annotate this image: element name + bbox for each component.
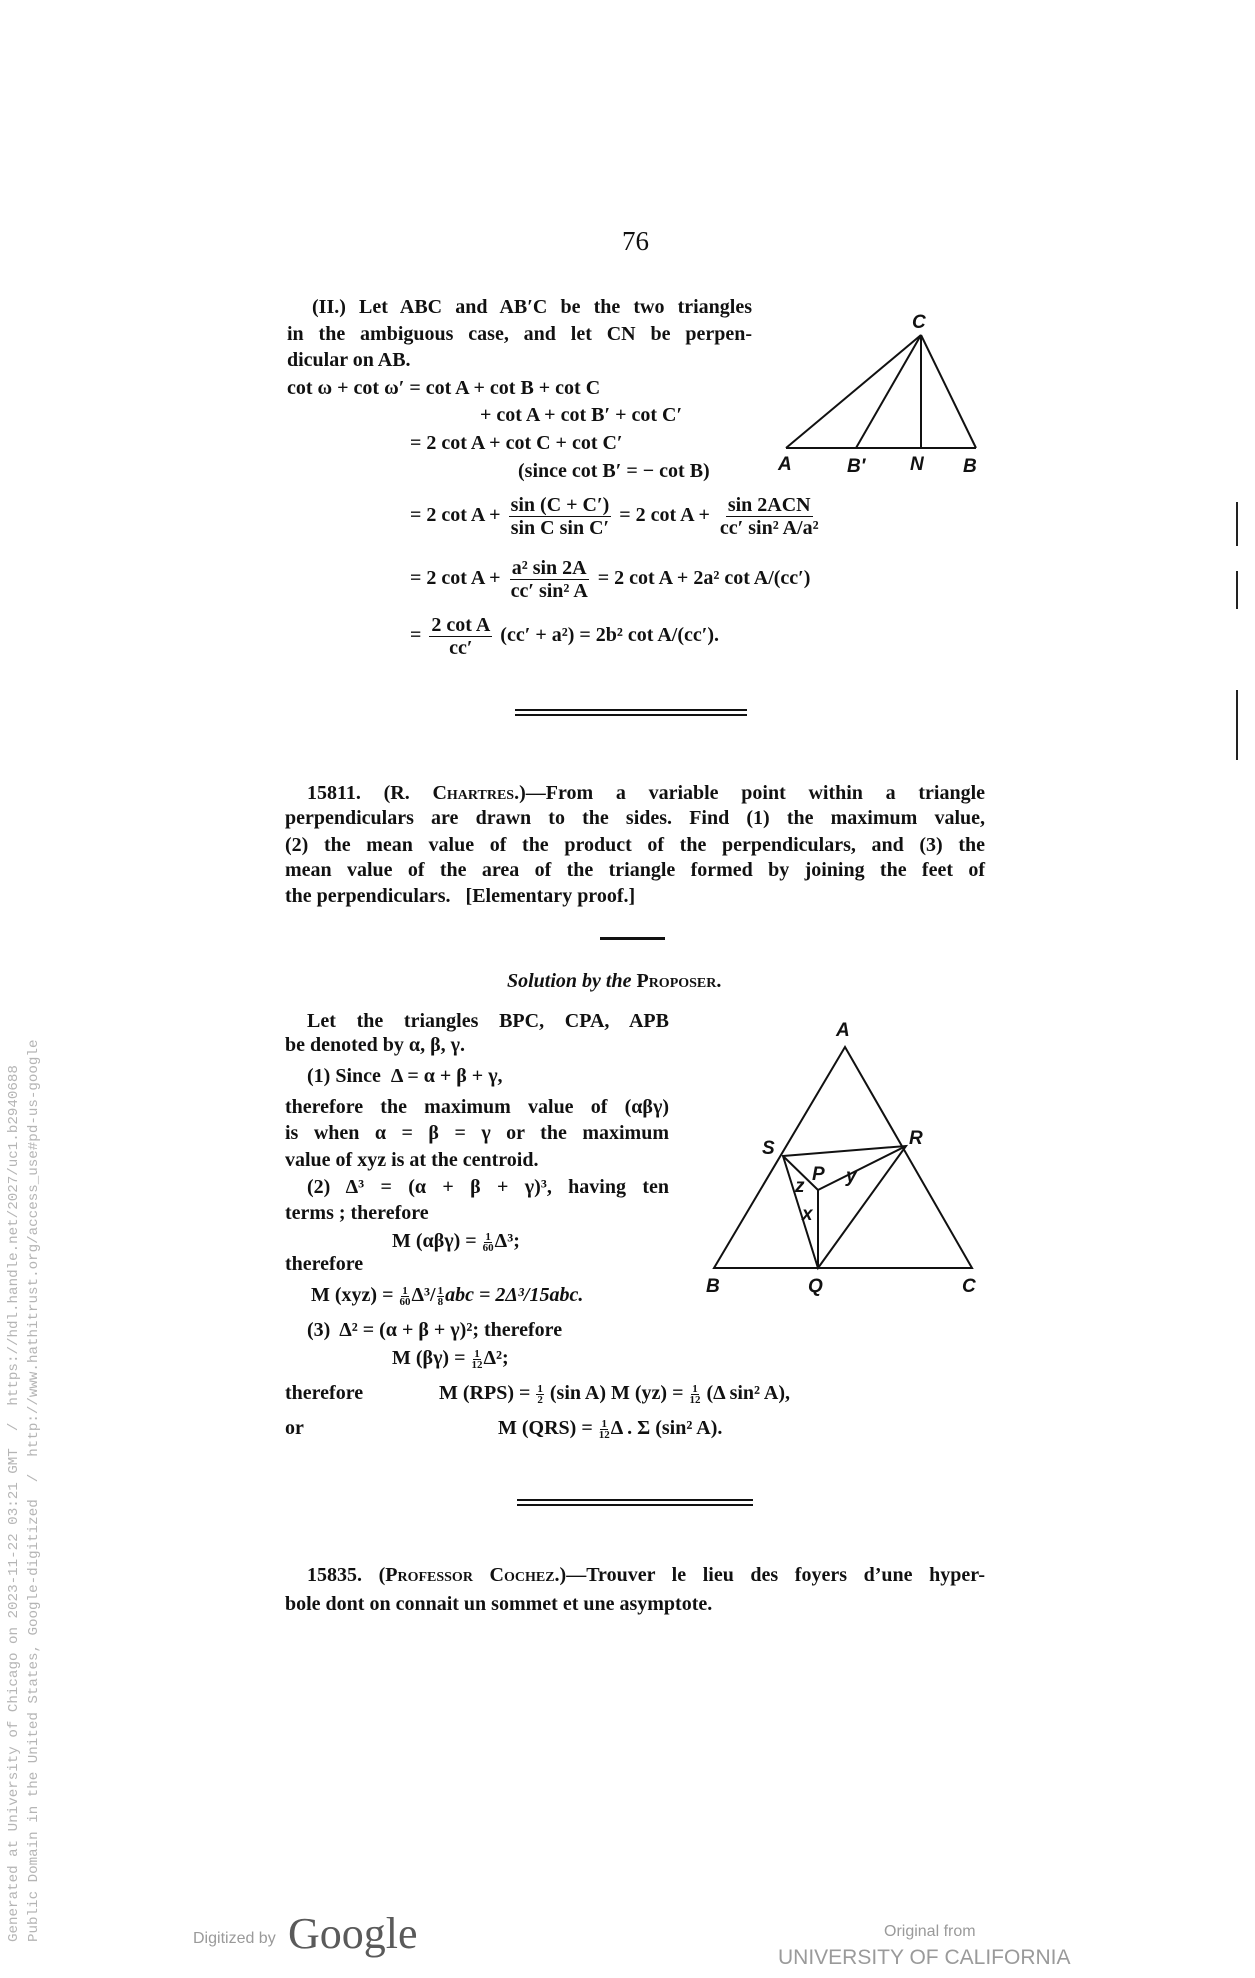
equation-line: (3) Δ² = (α + β + γ)²; therefore [307,1319,563,1341]
divider-short [600,937,665,940]
figure-label: P [812,1164,825,1185]
text-line: therefore the maximum value of (αβγ) [285,1096,669,1118]
figure-label: y [846,1166,857,1187]
text-line: (1) Since Δ = α + β + γ, [307,1065,503,1087]
eq-part: Δ³; [494,1230,520,1252]
eq-part: (sin A) M (yz) = [549,1382,684,1404]
figure-label: N [910,454,924,475]
side-ca [786,335,921,448]
equation-line: (since cot B′ = − cot B) [518,460,710,482]
watermark-line: Public Domain in the United States, Google-digitized / http://www.hathitrust.org/access_use#pd-us-google [26,1039,42,1942]
text-line: mean value of the area of the triangle formed by joining the feet of [285,859,985,881]
divider-double-bottom [517,1504,753,1506]
text-line: or [285,1417,304,1439]
figure-label: C [912,312,926,333]
google-logo: Google [288,1909,418,1958]
side-cb [921,335,976,448]
denominator: 12 [689,1393,701,1406]
heading-author: Proposer. [636,970,722,992]
eq-part: = [410,624,422,647]
figure-1-triangles [786,335,976,448]
text-line: the perpendiculars. [Elementary proof.] [285,885,636,907]
small-fraction [599,1419,610,1440]
text: —From a variable point within a triangle [525,782,985,804]
text-line: perpendiculars are drawn to the sides. Find (1) the maximum value, [285,807,985,829]
denominator: cc′ sin² A/a² [719,517,819,539]
eq-part: = 2 cot A + [619,504,710,527]
numerator: 1 [437,1284,444,1297]
numerator: a² sin 2A [511,557,587,579]
numerator: 2 cot A [431,614,491,636]
divider-double-top [517,1499,753,1501]
eq-part: M (αβγ) = [392,1230,477,1252]
text-line: is when α = β = γ or the maximum [285,1122,669,1144]
figure-label: B [963,456,977,477]
eq-part: = 2 cot A + 2a² cot A/(cc′) [597,567,811,590]
equation-line [439,1380,790,1406]
problem-number: 15835. [307,1564,362,1586]
numerator: 1 [601,1417,607,1430]
text-line: bole dont on connait un sommet et une asymptote. [285,1593,713,1615]
provenance-watermark [4,962,44,1942]
figure-label: A [836,1020,850,1041]
text-line: (2) the mean value of the product of the perpendiculars, and (3) the [285,834,985,856]
small-fraction [483,1232,494,1253]
figure-label: R [909,1128,923,1149]
eq-part: = 2 cot A + [410,567,501,590]
numerator: 1 [402,1284,408,1297]
divider-double-bottom [515,714,747,716]
institution-name: UNIVERSITY OF CALIFORNIA [778,1946,1071,1969]
text-line [307,1562,985,1588]
equation-line: cot ω + cot ω′ = cot A + cot B + cot C [287,377,601,399]
text-line: be denoted by α, β, γ. [285,1034,465,1056]
text-line: terms ; therefore [285,1202,429,1224]
problem-number: 15811. [307,782,361,804]
original-from-label: Original from [884,1923,976,1940]
denominator: 12 [598,1428,610,1441]
equation-line [498,1415,722,1441]
digitized-by-label: Digitized by [193,1930,276,1947]
denominator: sin C sin C′ [510,517,610,539]
figure-label: x [802,1204,813,1225]
eq-part: Δ²; [483,1347,509,1369]
text-line [307,780,985,806]
equation-line [392,1228,520,1254]
equation-line [311,1282,583,1308]
eq-part: Δ³/ [411,1284,436,1306]
watermark-line: Generated at University of Chicago on 2023-11-22 03:21 GMT / https://hdl.handle.net/2027/uc1.b2940688 [6,1065,22,1942]
numerator: 1 [537,1382,543,1395]
denominator: 60 [482,1241,494,1254]
text-line: Let the triangles BPC, CPA, APB [307,1010,669,1032]
eq-part: = 2 cot A + [410,504,501,527]
solution-heading [507,968,721,994]
numerator: 1 [474,1347,480,1360]
divider-double-top [515,709,747,711]
eq-part: (Δ sin² A), [706,1382,791,1404]
text-line: therefore [285,1253,364,1275]
denominator: 8 [437,1295,444,1308]
equation-line [392,1345,509,1371]
figure-label: z [795,1176,805,1197]
text-line: in the ambiguous case, and let CN be perpen- [287,323,752,345]
text-line: (2) Δ³ = (α + β + γ)³, having ten [307,1176,669,1198]
equation-line: = 2 cot A + cot C + cot C′ [410,432,623,454]
small-fraction [399,1286,410,1307]
problem-author: (R. Chartres.) [383,782,526,804]
small-fraction [536,1384,544,1405]
eq-part: abc = 2Δ³/15abc. [445,1284,584,1306]
denominator: cc′ [449,637,473,659]
equation-line: + cot A + cot B′ + cot C′ [480,404,683,426]
eq-part: M (RPS) = [439,1382,531,1404]
numerator: sin 2ACN [727,494,811,516]
side-cb-prime [856,335,921,448]
figure-label: B′ [847,456,866,477]
text-line: dicular on AB. [287,349,411,371]
small-fraction [437,1286,445,1307]
numerator: sin (C + C′) [510,494,610,516]
text: —Trouver le lieu des foyers d’une hyper- [566,1564,985,1586]
figure-2-triangle [714,1047,972,1268]
heading-text: Solution by the [507,970,632,992]
figure-label: B [706,1276,720,1297]
eq-part: M (QRS) = [498,1417,593,1439]
eq-part: Δ . Σ (sin² A). [610,1417,723,1439]
eq-part: M (xyz) = [311,1284,394,1306]
figure-label: A [778,454,792,475]
text-line: value of xyz is at the centroid. [285,1149,539,1171]
small-fraction [689,1384,700,1405]
page-number: 76 [622,226,649,256]
numerator: 1 [692,1382,698,1395]
small-fraction [472,1349,483,1370]
eq-part: (cc′ + a²) = 2b² cot A/(cc′). [500,624,720,647]
figure-label: C [962,1276,976,1297]
eq-part: M (βγ) = [392,1347,466,1369]
problem-author: (Professor Cochez.) [378,1564,567,1586]
denominator: 12 [471,1358,483,1371]
figure-label: S [762,1138,775,1159]
text-line: therefore [285,1382,364,1404]
figure-label: Q [808,1276,823,1297]
numerator: 1 [485,1230,491,1243]
text-line: (II.) Let ABC and AB′C be the two triangles [312,296,752,318]
denominator: cc′ sin² A [510,580,588,602]
denominator: 2 [537,1393,543,1406]
denominator: 60 [399,1295,411,1308]
